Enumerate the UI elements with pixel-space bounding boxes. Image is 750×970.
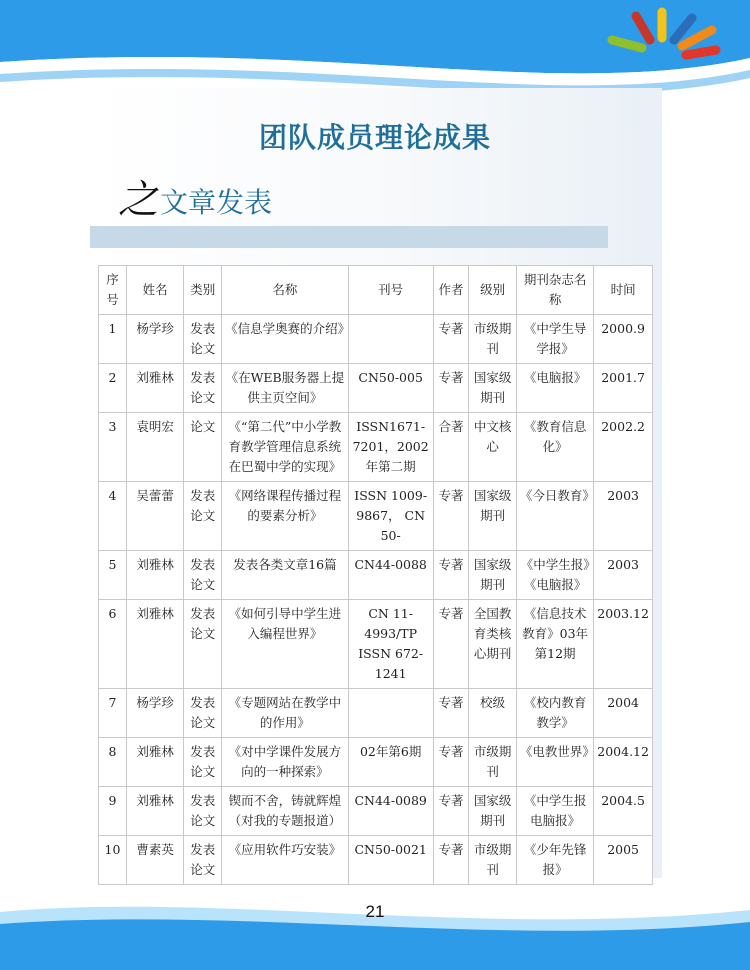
- header-cell: 时间: [594, 266, 653, 315]
- table-cell: 《今日教育》: [516, 482, 593, 551]
- header-cell: 级别: [469, 266, 517, 315]
- table-cell: 论文: [184, 413, 222, 482]
- table-cell: 2002.2: [594, 413, 653, 482]
- table-cell: 专著: [433, 689, 469, 738]
- table-cell: 9: [99, 787, 127, 836]
- table-cell: 1: [99, 315, 127, 364]
- table-cell: 专著: [433, 836, 469, 885]
- table-cell: 专著: [433, 364, 469, 413]
- table-cell: CN44-0089: [348, 787, 433, 836]
- table-cell: 3: [99, 413, 127, 482]
- header-cell: 姓名: [126, 266, 183, 315]
- table-cell: 《信息技术教育》03年第12期: [516, 600, 593, 689]
- table-cell: 《电脑报》: [516, 364, 593, 413]
- table-cell: 7: [99, 689, 127, 738]
- table-cell: 发表论文: [184, 551, 222, 600]
- table-cell: 专著: [433, 315, 469, 364]
- table-cell: 2004.12: [594, 738, 653, 787]
- section-heading-text: 文章发表: [160, 186, 273, 219]
- table-cell: 8: [99, 738, 127, 787]
- table-cell: 《中学生报电脑报》: [516, 787, 593, 836]
- table-cell: 刘雅林: [126, 787, 183, 836]
- table-cell: 中文核心: [469, 413, 517, 482]
- table-cell: 发表论文: [184, 836, 222, 885]
- table-cell: 刘雅林: [126, 738, 183, 787]
- header-cell: 期刊杂志名称: [516, 266, 593, 315]
- table-cell: 5: [99, 551, 127, 600]
- header-cell: 刊号: [348, 266, 433, 315]
- header-cell: 名称: [222, 266, 349, 315]
- table-cell: 刘雅林: [126, 551, 183, 600]
- table-cell: 市级期刊: [469, 836, 517, 885]
- table-cell: 曹素英: [126, 836, 183, 885]
- table-row: [99, 315, 653, 364]
- table-cell: 2: [99, 364, 127, 413]
- table-cell: 专著: [433, 600, 469, 689]
- table-cell: 发表论文: [184, 315, 222, 364]
- table-cell: 校级: [469, 689, 517, 738]
- table-cell: CN44-0088: [348, 551, 433, 600]
- section-heading: [118, 177, 273, 223]
- table-cell: ISSN 1009-9867， CN 50-: [348, 482, 433, 551]
- table-row: [99, 413, 653, 482]
- table-cell: 《专题网站在教学中的作用》: [222, 689, 349, 738]
- table-cell: 10: [99, 836, 127, 885]
- table-row: [99, 482, 653, 551]
- table-cell: CN 11-4993/TP ISSN 672-1241: [348, 600, 433, 689]
- table-cell: 2004.5: [594, 787, 653, 836]
- table-cell: 国家级期刊: [469, 364, 517, 413]
- header-cell: 类别: [184, 266, 222, 315]
- table-cell: 2001.7: [594, 364, 653, 413]
- table-cell: 《信息学奥赛的介绍》: [222, 315, 349, 364]
- table-cell: 《教育信息化》: [516, 413, 593, 482]
- table-cell: [348, 689, 433, 738]
- table-cell: 2004: [594, 689, 653, 738]
- table-cell: 市级期刊: [469, 315, 517, 364]
- table-cell: 4: [99, 482, 127, 551]
- table-cell: 专著: [433, 551, 469, 600]
- table-row: [99, 836, 653, 885]
- table-cell: 《应用软件巧安装》: [222, 836, 349, 885]
- table-cell: 吴蕾蕾: [126, 482, 183, 551]
- table-cell: 市级期刊: [469, 738, 517, 787]
- table-cell: 《如何引导中学生进入编程世界》: [222, 600, 349, 689]
- table-cell: 杨学珍: [126, 315, 183, 364]
- table-row: [99, 600, 653, 689]
- table-cell: 2003: [594, 482, 653, 551]
- table-cell: 发表各类文章16篇: [222, 551, 349, 600]
- table-cell: CN50-005: [348, 364, 433, 413]
- table-cell: CN50-0021: [348, 836, 433, 885]
- table-cell: 《校内教育教学》: [516, 689, 593, 738]
- table-cell: 《“第二代”中小学教育教学管理信息系统在巴蜀中学的实现》: [222, 413, 349, 482]
- table-cell: 专著: [433, 787, 469, 836]
- page-number: 21: [365, 902, 385, 921]
- table-cell: 《少年先锋报》: [516, 836, 593, 885]
- table-cell: 《网络课程传播过程的要素分析》: [222, 482, 349, 551]
- table-cell: 2003.12: [594, 600, 653, 689]
- table-row: [99, 738, 653, 787]
- table-row: [99, 364, 653, 413]
- table-cell: 《电教世界》: [516, 738, 593, 787]
- table-cell: 国家级期刊: [469, 482, 517, 551]
- table-row: [99, 689, 653, 738]
- table-cell: 《中学生报》《电脑报》: [516, 551, 593, 600]
- table-cell: 专著: [433, 738, 469, 787]
- articles-table: [98, 265, 653, 885]
- section-heading-prefix: 之: [118, 177, 158, 223]
- table-cell: 发表论文: [184, 482, 222, 551]
- table-cell: 袁明宏: [126, 413, 183, 482]
- table-cell: 国家级期刊: [469, 551, 517, 600]
- table-cell: 全国教育类核心期刊: [469, 600, 517, 689]
- table-row: [99, 787, 653, 836]
- header-cell: 序号: [99, 266, 127, 315]
- table-cell: 国家级期刊: [469, 787, 517, 836]
- table-cell: 刘雅林: [126, 364, 183, 413]
- table-header-row: [99, 266, 653, 315]
- table-cell: [348, 315, 433, 364]
- table-cell: 发表论文: [184, 600, 222, 689]
- page-title: 团队成员理论成果: [258, 121, 491, 154]
- table-cell: 02年第6期: [348, 738, 433, 787]
- table-cell: 发表论文: [184, 738, 222, 787]
- heading-underline-bar: [90, 226, 608, 248]
- table-cell: 《对中学课件发展方向的一种探索》: [222, 738, 349, 787]
- table-cell: 2005: [594, 836, 653, 885]
- table-cell: 锲而不舍，铸就辉煌（对我的专题报道）: [222, 787, 349, 836]
- table-cell: 杨学珍: [126, 689, 183, 738]
- table-cell: 发表论文: [184, 787, 222, 836]
- table-body: [99, 315, 653, 885]
- table-cell: 发表论文: [184, 689, 222, 738]
- table-cell: ISSN1671-7201，2002年第二期: [348, 413, 433, 482]
- table-row: [99, 551, 653, 600]
- table-cell: 合著: [433, 413, 469, 482]
- table-cell: 发表论文: [184, 364, 222, 413]
- table-cell: 刘雅林: [126, 600, 183, 689]
- table-cell: 《在WEB服务器上提供主页空间》: [222, 364, 349, 413]
- table-cell: 2000.9: [594, 315, 653, 364]
- table-cell: 6: [99, 600, 127, 689]
- table-cell: 2003: [594, 551, 653, 600]
- table-cell: 专著: [433, 482, 469, 551]
- table-cell: 《中学生导学报》: [516, 315, 593, 364]
- header-cell: 作者: [433, 266, 469, 315]
